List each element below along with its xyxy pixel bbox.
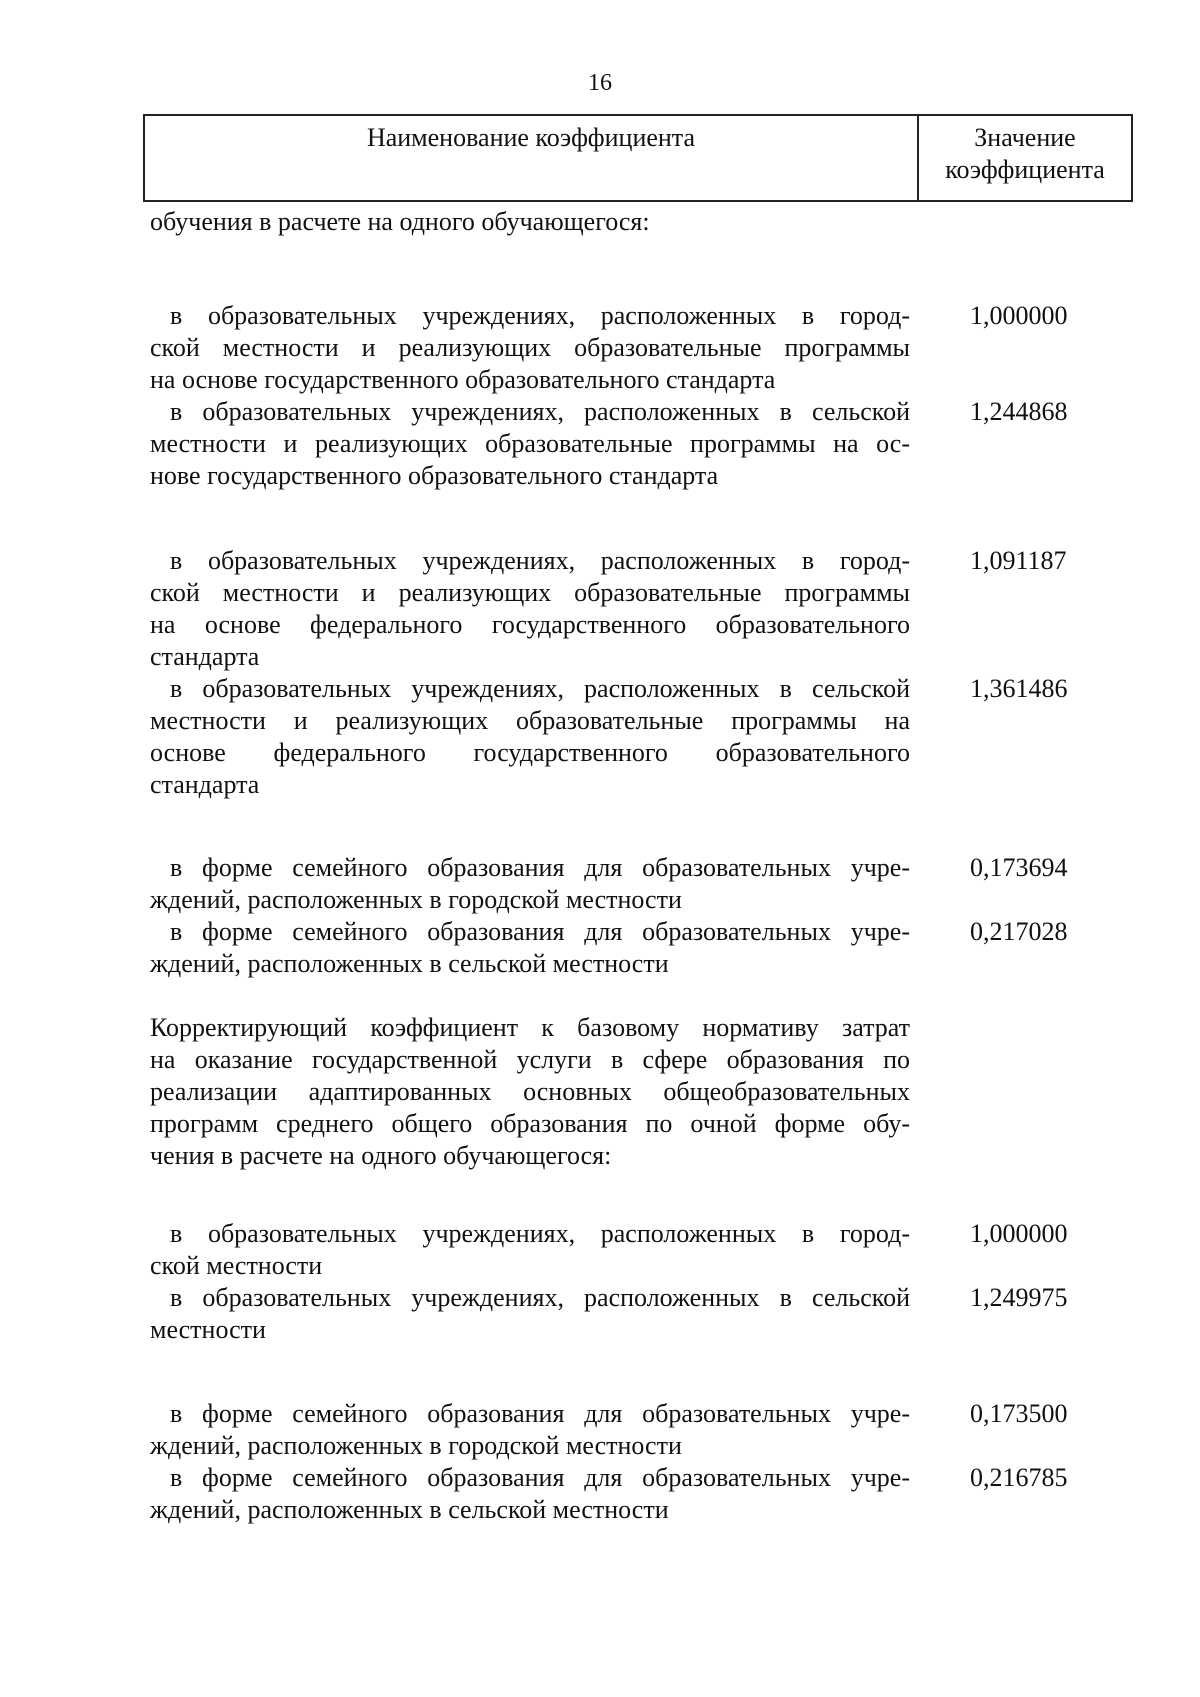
item-line: в образовательных учреждениях, расположенных в сельской	[170, 397, 910, 426]
item-line: местности	[150, 1315, 266, 1344]
section-heading-line: чения в расчете на одного обучающегося:	[150, 1141, 612, 1170]
header-value-line-1: Значение	[974, 123, 1076, 152]
item-line: ской местности	[150, 1251, 323, 1280]
intro-continuation: обучения в расчете на одного обучающегося:	[150, 207, 650, 236]
item-line: в образовательных учреждениях, расположенных в город-	[170, 1219, 910, 1248]
item-line: нове государственного образовательного стандарта	[150, 461, 719, 490]
item-line: местности и реализующих образовательные программы на	[150, 706, 910, 735]
item-line: ждений, расположенных в городской местности	[150, 885, 682, 914]
coefficient-value: 0,173694	[970, 853, 1068, 882]
item-line: стандарта	[150, 642, 260, 671]
coefficient-value: 1,000000	[970, 1219, 1068, 1248]
section-heading-line: Корректирующий коэффициент к базовому нормативу затрат	[150, 1013, 910, 1042]
header-value-line-2: коэффициента	[945, 155, 1105, 184]
item-line: в образовательных учреждениях, расположенных в город-	[170, 546, 910, 575]
coefficient-value: 1,091187	[970, 546, 1067, 575]
item-line: в форме семейного образования для образовательных учре-	[170, 853, 910, 882]
item-line: в форме семейного образования для образовательных учре-	[170, 1463, 910, 1492]
coefficient-value: 1,249975	[970, 1283, 1068, 1312]
coefficient-value: 1,000000	[970, 301, 1068, 330]
item-line: ской местности и реализующих образовательные программы	[150, 578, 910, 607]
header-value-column	[919, 116, 1131, 200]
item-line: ской местности и реализующих образовательные программы	[150, 333, 910, 362]
item-line: в образовательных учреждениях, расположенных в город-	[170, 301, 910, 330]
coefficient-value: 1,361486	[970, 674, 1068, 703]
item-line: ждений, расположенных в сельской местности	[150, 1495, 669, 1524]
section-heading-line: программ среднего общего образования по очной форме обу-	[150, 1109, 910, 1138]
coefficient-value: 0,173500	[970, 1399, 1068, 1428]
item-line: ждений, расположенных в сельской местности	[150, 949, 669, 978]
item-line: в форме семейного образования для образовательных учре-	[170, 1399, 910, 1428]
header-name-column: Наименование коэффициента	[145, 116, 919, 200]
item-line: ждений, расположенных в городской местности	[150, 1431, 682, 1460]
item-line: основе федерального государственного образовательного	[150, 738, 910, 767]
item-line: в образовательных учреждениях, расположенных в сельской	[170, 674, 910, 703]
item-line: в образовательных учреждениях, расположенных в сельской	[170, 1283, 910, 1312]
coefficient-value: 0,217028	[970, 917, 1068, 946]
coefficient-value: 0,216785	[970, 1463, 1068, 1492]
section-heading-line: реализации адаптированных основных общеобразовательных	[150, 1077, 910, 1106]
item-line: стандарта	[150, 770, 260, 799]
section-heading-line: на оказание государственной услуги в сфере образования по	[150, 1045, 910, 1074]
item-line: на основе федерального государственного образовательного	[150, 610, 910, 639]
item-line: местности и реализующих образовательные программы на ос-	[150, 429, 910, 458]
table-header	[143, 114, 1133, 202]
page-number: 16	[588, 70, 612, 96]
item-line: на основе государственного образовательного стандарта	[150, 365, 776, 394]
coefficient-value: 1,244868	[970, 397, 1068, 426]
item-line: в форме семейного образования для образовательных учре-	[170, 917, 910, 946]
